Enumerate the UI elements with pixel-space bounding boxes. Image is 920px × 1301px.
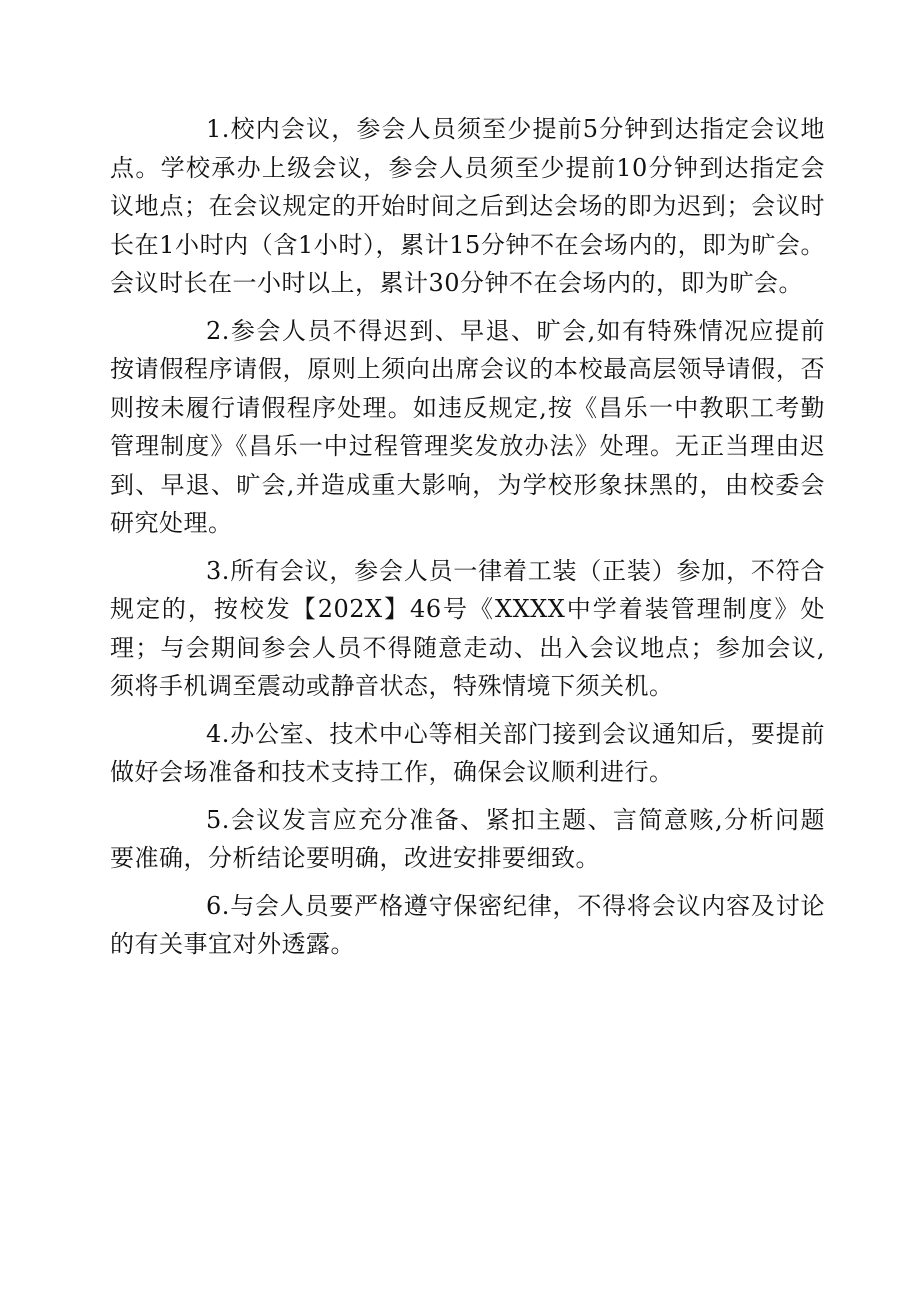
paragraph-number: 1 bbox=[206, 115, 222, 143]
paragraph-3 bbox=[110, 552, 825, 706]
paragraph-number: 4 bbox=[206, 719, 222, 748]
paragraph-text: .参会人员不得迟到、早退、旷会,如有特殊情况应提前按请假程序请假，原则上须向出席会议的本校最高层领导请假，否则按未履行请假程序处理。如违反规定,按《昌乐一中教职工考勤管理制度》《昌乐一中过程管理奖发放办法》处理。无正当理由迟到、早退、旷会,并造成重大影响，为学校形象抹黑的，由校委会研究处理。 bbox=[110, 316, 825, 537]
paragraph-5 bbox=[110, 801, 825, 878]
paragraph-1 bbox=[110, 110, 825, 303]
paragraph-2 bbox=[110, 312, 825, 543]
paragraph-text: .办公室、技术中心等相关部门接到会议通知后，要提前做好会场准备和技术支持工作，确保会议顺利进行。 bbox=[110, 719, 825, 786]
paragraph-text: .所有会议，参会人员一律着工装（正装）参加，不符合规定的，按校发【202X】46号《XXXX中学着装管理制度》处理；与会期间参会人员不得随意走动、出入会议地点；参加会议,须将手机调至震动或静音状态，特殊情境下须关机。 bbox=[110, 556, 825, 700]
paragraph-number: 3 bbox=[206, 556, 222, 585]
paragraph-6 bbox=[110, 887, 825, 964]
paragraph-text: .会议发言应充分准备、紧扣主题、言简意赅,分析问题要准确，分析结论要明确，改进安排要细致。 bbox=[110, 805, 825, 872]
paragraph-number: 6 bbox=[206, 891, 222, 920]
document-body bbox=[110, 110, 825, 973]
paragraph-text: .与会人员要严格遵守保密纪律，不得将会议内容及讨论的有关事宜对外透露。 bbox=[110, 891, 825, 958]
paragraph-text: .校内会议，参会人员须至少提前5分钟到达指定会议地点。学校承办上级会议，参会人员须至少提前10分钟到达指定会议地点；在会议规定的开始时间之后到达会场的即为迟到；会议时长在1小时内（含1小时），累计15分钟不在会场内的，即为旷会。会议时长在一小时以上，累计30分钟不在会场内的，即为旷会。 bbox=[110, 115, 825, 297]
paragraph-4 bbox=[110, 715, 825, 792]
paragraph-number: 2 bbox=[206, 316, 222, 345]
paragraph-number: 5 bbox=[206, 805, 222, 834]
